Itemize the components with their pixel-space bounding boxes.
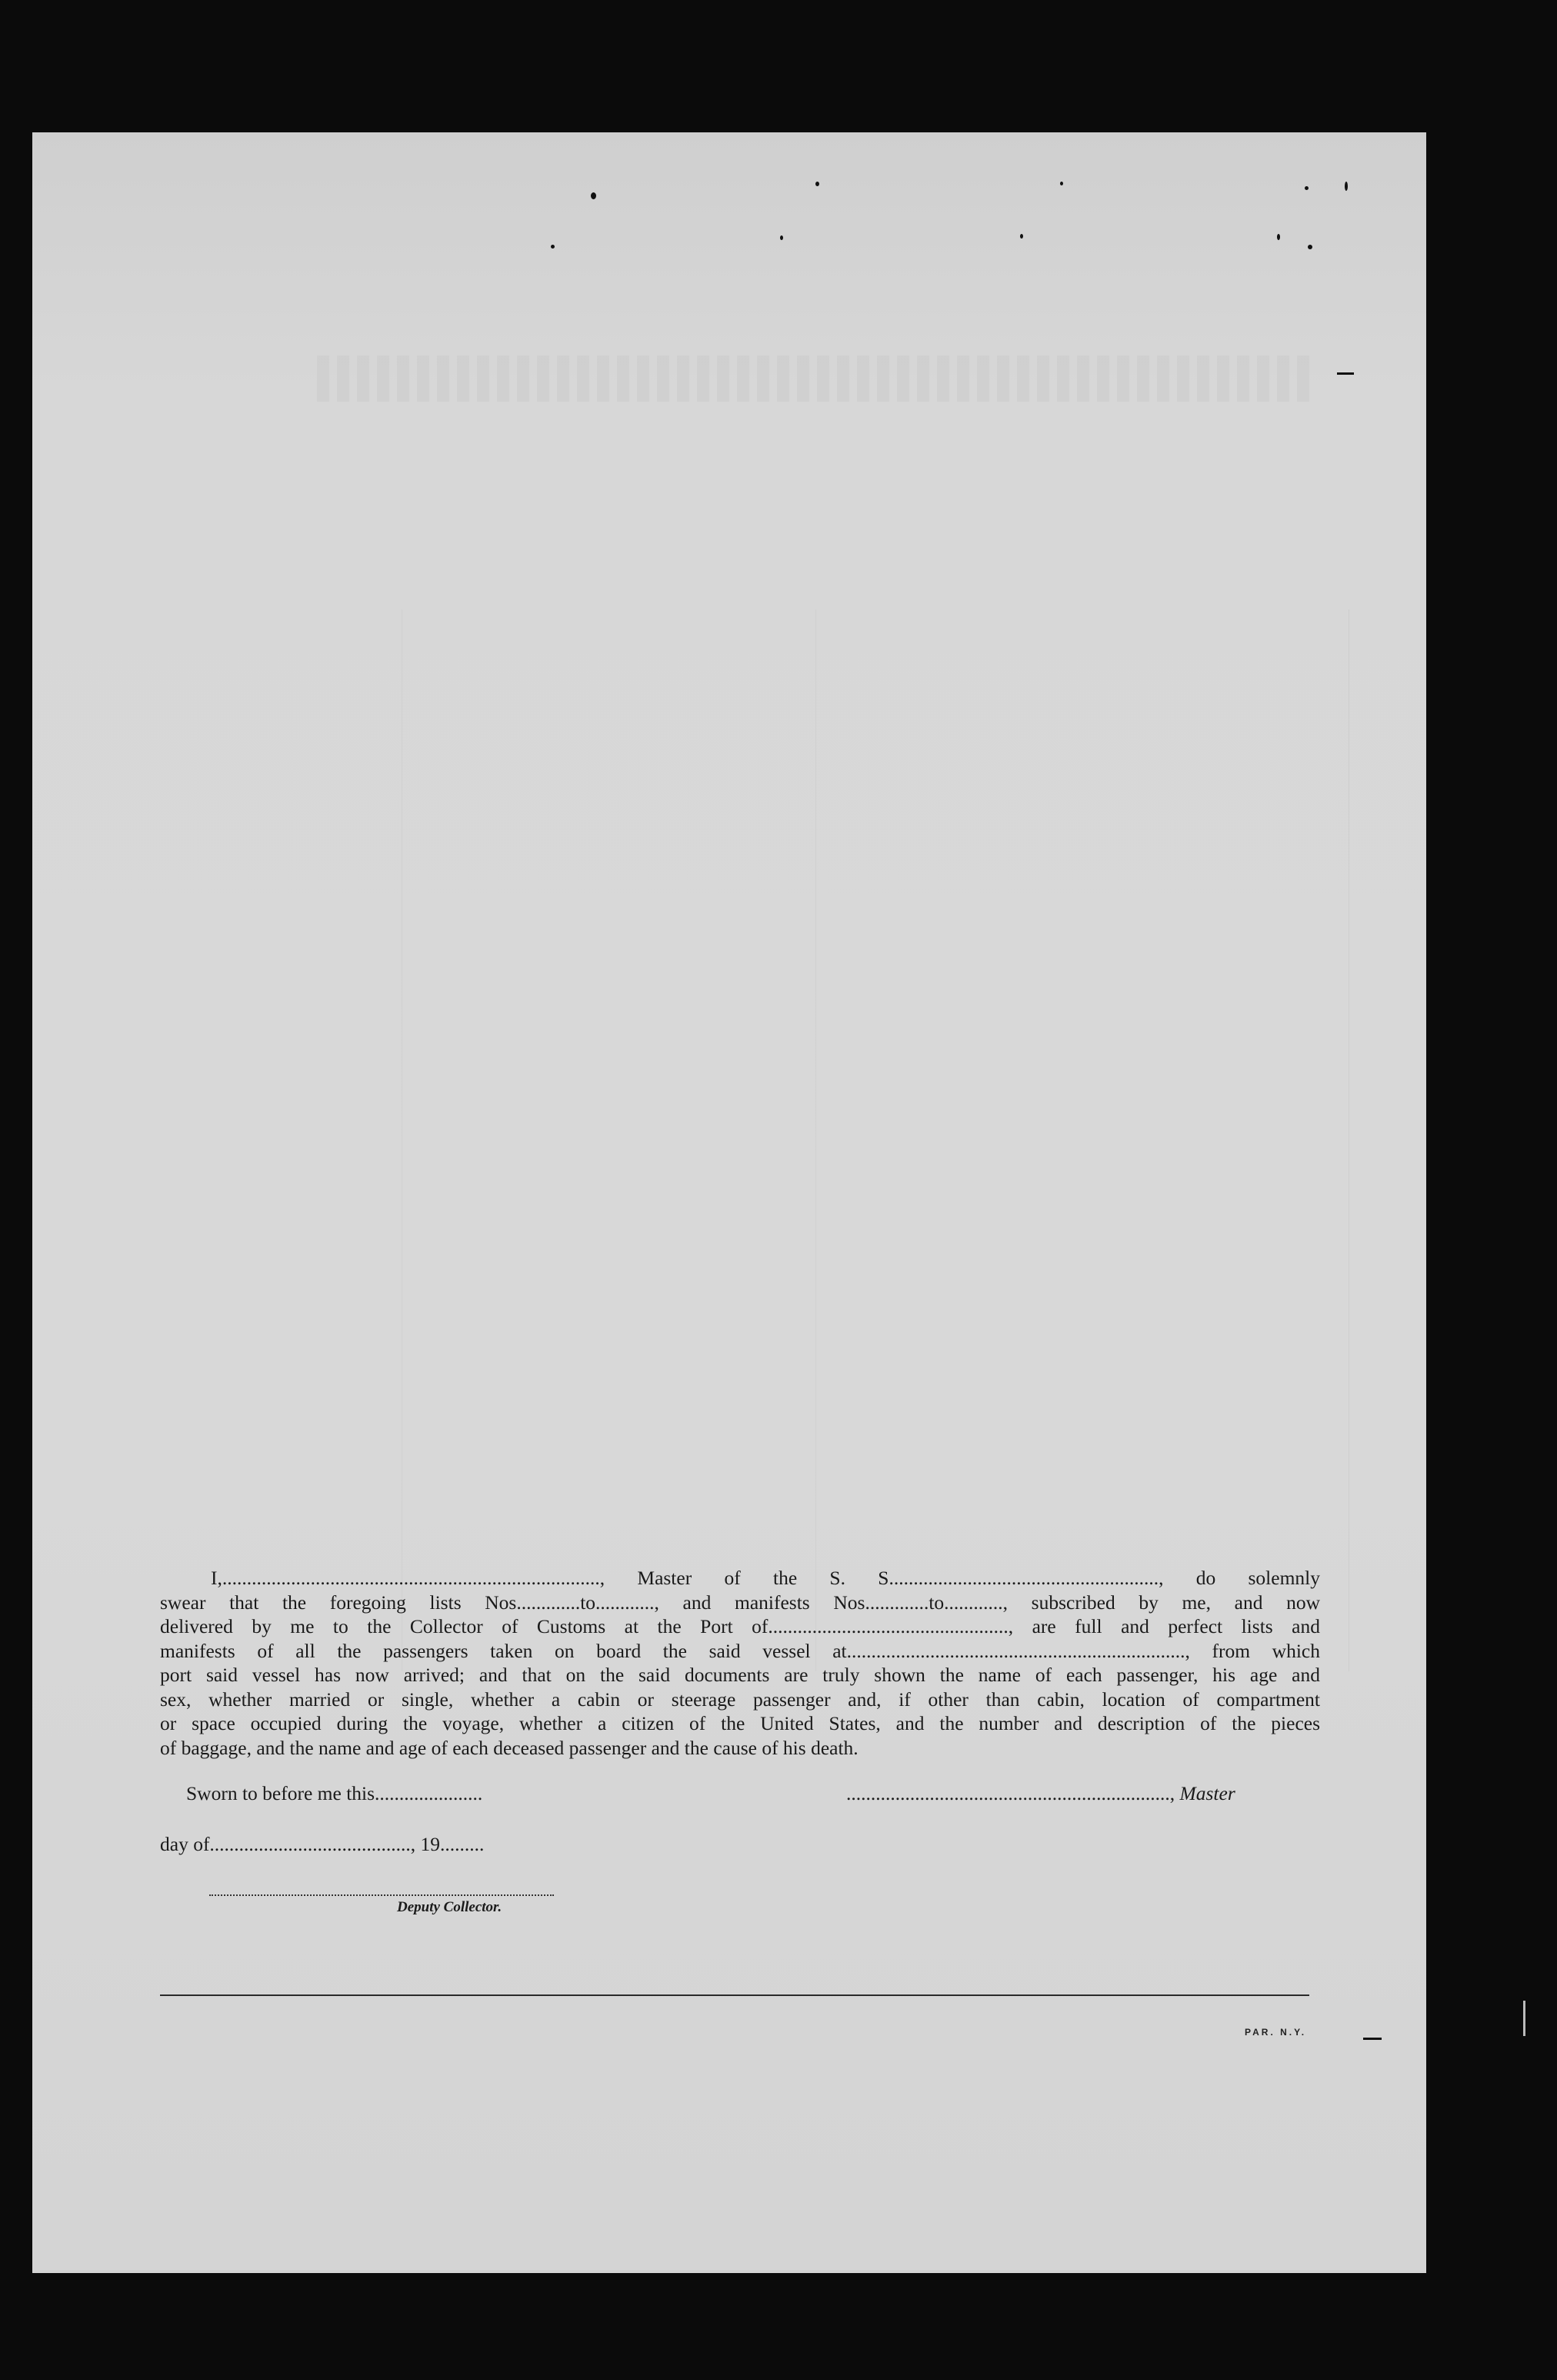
master-dotted-line: .................................................................., [846, 1782, 1175, 1804]
sworn-before-line: Sworn to before me this...................... [186, 1782, 483, 1804]
oath-line: manifests of all the passengers taken on board the said vessel at....................................................................., from which [160, 1639, 1320, 1662]
faint-column-divider [815, 609, 816, 1671]
deputy-collector-label: Deputy Collector. [397, 1899, 502, 1915]
faded-header-text [317, 355, 1317, 402]
edge-mark [1523, 2001, 1525, 2036]
deputy-signature-line [209, 1894, 554, 1896]
oath-line: delivered by me to the Collector of Customs at the Port of................................................., are full and perfect lists and [160, 1615, 1320, 1637]
oath-line: port said vessel has now arrived; and that on the said documents are truly shown the name of each passenger, his age and [160, 1664, 1320, 1686]
oath-line: or space occupied during the voyage, whether a citizen of the United States, and the number and description of the pieces [160, 1712, 1320, 1734]
oath-line: I,............................................................................., Master of the S. S......................................................., do solemnly [211, 1567, 1320, 1589]
bottom-rule [160, 1994, 1309, 1996]
manifest-page [32, 132, 1426, 2273]
oath-line: of baggage, and the name and age of each deceased passenger and the cause of his death. [160, 1736, 859, 1759]
day-of-line: day of........................................., 19......... [160, 1833, 485, 1855]
faint-column-lines [402, 609, 1349, 1671]
oath-line: sex, whether married or single, whether a cabin or steerage passenger and, if other than cabin, location of compartment [160, 1687, 1320, 1711]
printer-mark: PAR. N.Y. [1245, 2027, 1307, 2038]
oath-line: swear that the foregoing lists Nos.............to............, and manifests Nos.............to............, subscribed by me, and now [160, 1591, 1320, 1614]
master-label: Master [1179, 1782, 1235, 1804]
margin-mark [1363, 2038, 1382, 2040]
margin-mark [1337, 372, 1354, 375]
master-signature-line [846, 1782, 1235, 1805]
oath-paragraph [160, 1566, 1320, 1760]
